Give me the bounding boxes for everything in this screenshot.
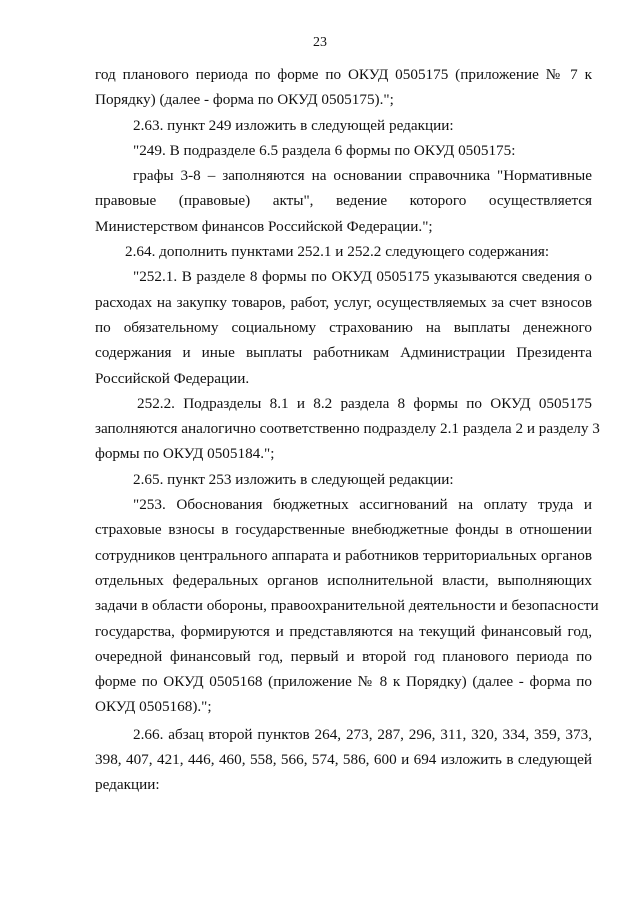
text-line: государства, формируются и представляются на текущий финансовый год, — [95, 622, 592, 640]
text-line: сотрудников центрального аппарата и работников территориальных органов — [95, 546, 592, 564]
text-line: ОКУД 0505168)."; — [95, 698, 212, 716]
document-body — [95, 62, 600, 798]
text-line: "249. В подразделе 6.5 раздела 6 формы по ОКУД 0505175: — [133, 141, 516, 159]
text-line: форме по ОКУД 0505168 (приложение № 8 к Порядку) (далее - форма по — [95, 673, 592, 691]
text-line: задачи в области обороны, правоохранительной деятельности и безопасности — [95, 597, 599, 615]
text-line: "252.1. В разделе 8 формы по ОКУД 0505175 указываются сведения о — [133, 268, 592, 286]
text-line: Министерством финансов Российской Федерации."; — [95, 217, 433, 235]
text-line: Порядку) (далее - форма по ОКУД 0505175)."; — [95, 91, 394, 109]
text-line: графы 3-8 – заполняются на основании справочника "Нормативные — [133, 167, 592, 185]
text-line: 2.66. абзац второй пунктов 264, 273, 287, 296, 311, 320, 334, 359, 373, — [133, 725, 592, 743]
text-line: "253. Обоснования бюджетных ассигнований на оплату труда и — [133, 496, 592, 514]
text-line: 398, 407, 421, 446, 460, 558, 566, 574, 586, 600 и 694 изложить в следующей — [95, 751, 592, 769]
text-line: формы по ОКУД 0505184."; — [95, 445, 275, 463]
text-line: редакции: — [95, 776, 160, 794]
text-line: правовые (правовые) акты", ведение которого осуществляется — [95, 192, 592, 210]
text-line: Российской Федерации. — [95, 369, 250, 387]
text-line: расходах на закупку товаров, работ, услуг, осуществляемых за счет взносов — [95, 293, 592, 311]
text-line: содержания и иные выплаты работникам Администрации Президента — [95, 344, 592, 362]
text-line: 252.2. Подразделы 8.1 и 8.2 раздела 8 формы по ОКУД 0505175 — [137, 394, 592, 412]
text-line: 2.63. пункт 249 изложить в следующей редакции: — [133, 116, 454, 134]
text-line: 2.64. дополнить пунктами 252.1 и 252.2 следующего содержания: — [125, 243, 550, 261]
text-line: страховые взносы в государственные внебюджетные фонды в отношении — [95, 521, 592, 539]
text-line: год планового периода по форме по ОКУД 0505175 (приложение № 7 к — [95, 66, 592, 83]
text-line: 2.65. пункт 253 изложить в следующей редакции: — [133, 470, 454, 488]
text-line: очередной финансовый год, первый и второй год планового периода по — [95, 647, 592, 665]
text-line: отдельных федеральных органов исполнительной власти, выполняющих — [95, 571, 592, 589]
text-line: по обязательному социальному страхованию на выплаты денежного — [95, 318, 592, 336]
page-number: 23 — [313, 35, 327, 50]
text-line: заполняются аналогично соответственно подразделу 2.1 раздела 2 и разделу 3 — [95, 420, 600, 438]
